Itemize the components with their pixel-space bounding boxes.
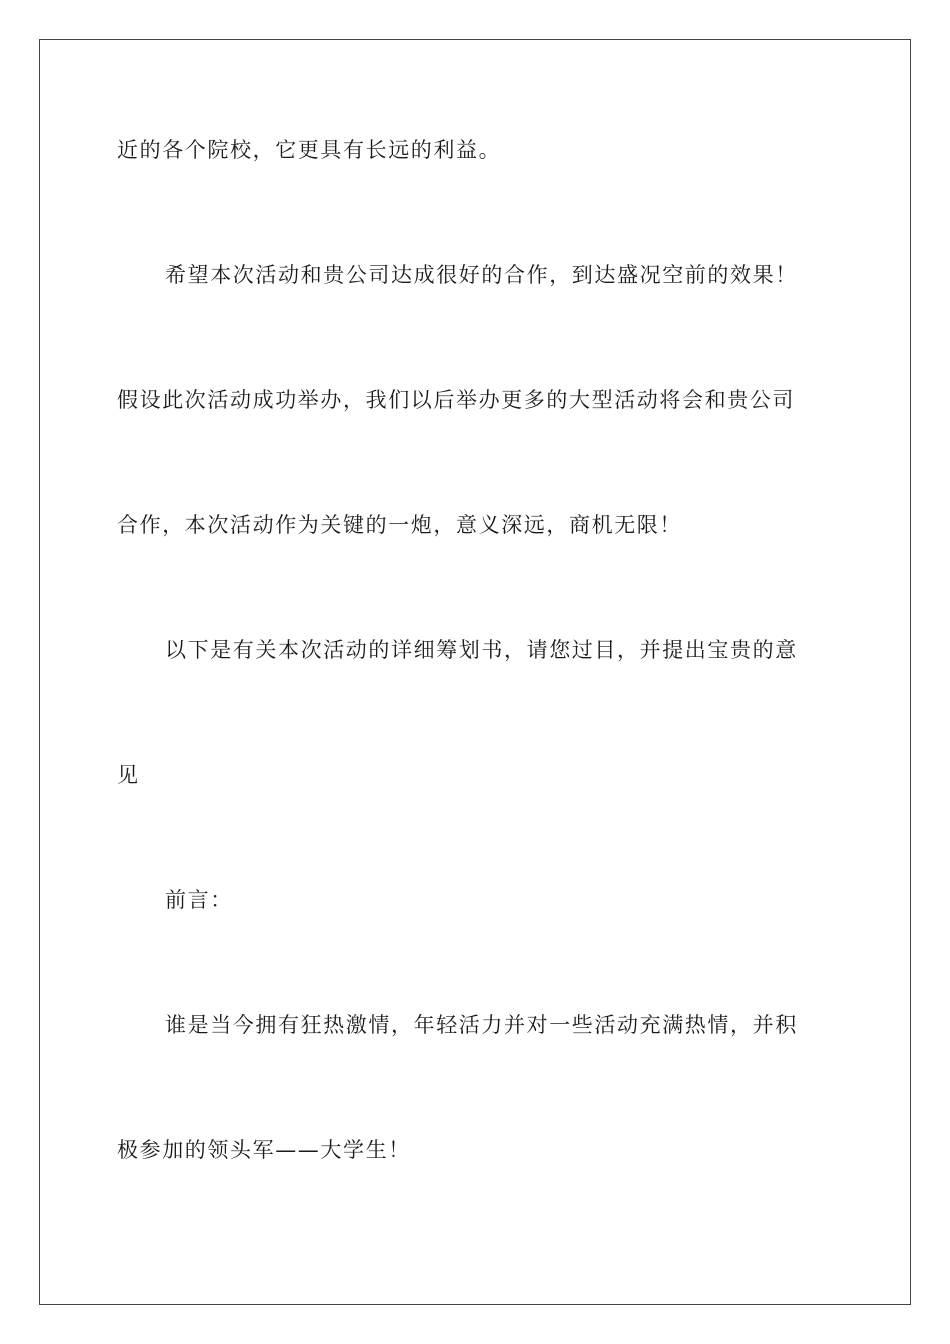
text-line: 假设此次活动成功举办，我们以后举办更多的大型活动将会和贵公司 [117,388,795,412]
text-line: 极参加的领头军——大学生！ [117,1138,411,1162]
text-line: 谁是当今拥有狂热激情，年轻活力并对一些活动充满热情，并积 [165,1013,798,1037]
page-border [39,39,911,1305]
text-line: 合作，本次活动作为关键的一炮，意义深远，商机无限！ [117,513,682,537]
text-line: 见 [117,763,140,787]
text-line: 近的各个院校，它更具有长远的利益。 [117,138,502,162]
text-line: 以下是有关本次活动的详细筹划书，请您过目，并提出宝贵的意 [165,638,798,662]
section-heading: 前言： [165,888,233,912]
text-line: 希望本次活动和贵公司达成很好的合作，到达盛况空前的效果！ [165,263,798,287]
